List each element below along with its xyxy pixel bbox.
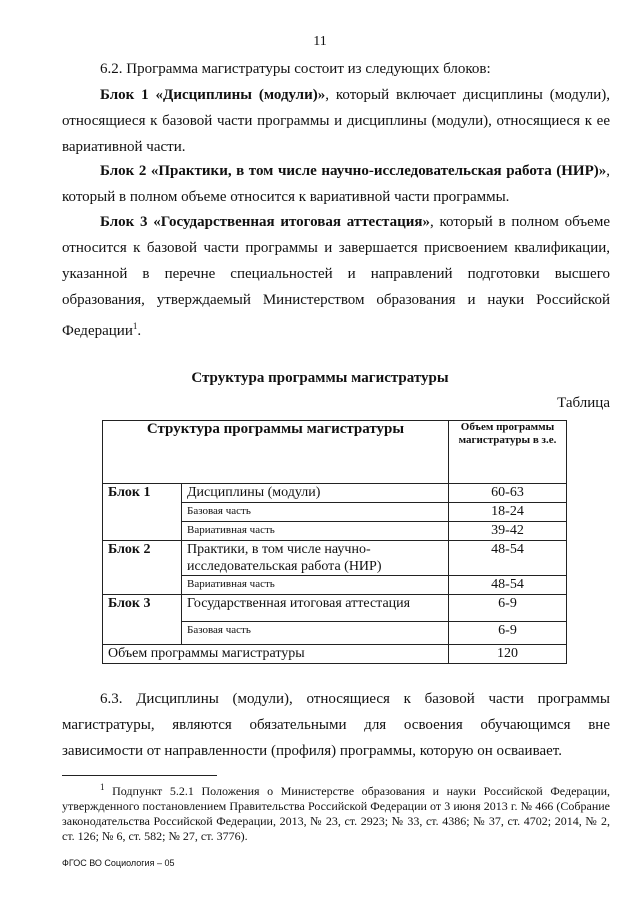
- row-value: 39-42: [449, 522, 567, 541]
- footnote-divider: [62, 775, 217, 776]
- table-label: Таблица: [557, 395, 610, 411]
- footnote-text: Подпункт 5.2.1 Положения о Министерстве образования и науки Российской Федерации, утвержденного постановлением Правительства Российской Федерации от 3 июня 2013 г. № 466 (Собрание законодательства Российской Федерации, 2013, № 23, ст. 2923; № 33, ст. 4386; № 37, ст. 4702; 2014, № 2, ст. 126; № 6, ст. 582; № 27, ст. 3776).: [62, 784, 611, 843]
- table-total-row: [103, 645, 567, 664]
- structure-table: [102, 420, 567, 664]
- table-row: [103, 595, 567, 622]
- header-structure: Структура программы магистратуры: [103, 421, 449, 484]
- row-label: Вариативная часть: [182, 576, 449, 595]
- block1-name: Блок 1: [103, 484, 182, 541]
- row-label: Практики, в том числе научно-исследовательская работа (НИР): [182, 541, 449, 576]
- row-label: Вариативная часть: [182, 522, 449, 541]
- section-6-2-intro: 6.2. Программа магистратуры состоит из следующих блоков:: [100, 61, 491, 77]
- block2-title: Блок 2 «Практики, в том числе научно-исследовательская работа (НИР)»: [100, 163, 607, 179]
- block3-text: , который в полном объеме относится к базовой части программы и завершается присвоением квалификации, указанной в перечне специальностей и направлений подготовки высшего образования, утверждаемый Министерством образования и науки Российской Федерации: [62, 214, 610, 339]
- table-row: [103, 484, 567, 503]
- total-label: Объем программы магистратуры: [103, 645, 449, 664]
- row-value: 60-63: [449, 484, 567, 503]
- row-label: Государственная итоговая аттестация: [182, 595, 449, 622]
- table-row: [103, 541, 567, 576]
- block1-paragraph: [62, 82, 610, 160]
- block1-text: , который включает дисциплины (модули), относящиеся к базовой части программы и дисциплины (модули), относящиеся к ее вариативной части.: [62, 87, 611, 155]
- total-value: 120: [449, 645, 567, 664]
- row-value: 6-9: [449, 622, 567, 645]
- header-volume: Объем программы магистратуры в з.е.: [449, 421, 567, 484]
- block3-name: Блок 3: [103, 595, 182, 645]
- table-title: Структура программы магистратуры: [191, 370, 449, 386]
- row-value: 48-54: [449, 541, 567, 576]
- row-label: Базовая часть: [182, 622, 449, 645]
- block2-name: Блок 2: [103, 541, 182, 595]
- block3-title: Блок 3 «Государственная итоговая аттестация»: [100, 214, 431, 230]
- footnote: [62, 780, 610, 844]
- block1-title: Блок 1 «Дисциплины (модули)»: [100, 87, 326, 103]
- row-value: 6-9: [449, 595, 567, 622]
- page-number: 11: [313, 34, 327, 49]
- row-label: Базовая часть: [182, 503, 449, 522]
- row-value: 48-54: [449, 576, 567, 595]
- table-header-row: [103, 421, 567, 484]
- footnote-ref: 1: [132, 321, 138, 331]
- block2-paragraph: [62, 158, 610, 210]
- block2-text: , который в полном объеме относится к вариативной части программы.: [62, 163, 610, 205]
- row-value: 18-24: [449, 503, 567, 522]
- block3-paragraph: Блок 3 «Государственная итоговая аттестация», который в полном объеме относится к базовой части программы и завершается присвоением квалификации, указанной в перечне специальностей и направлений подготовки высшего образования, утверждаемый Министерством образования и науки Российской Федерации$^1$.: [62, 214, 610, 339]
- footer: ФГОС ВО Социология – 05: [62, 858, 175, 868]
- row-label: Дисциплины (модули): [182, 484, 449, 503]
- section-6-3: 6.3. Дисциплины (модули), относящиеся к базовой части программы магистратуры, являются обязательными для освоения обучающимся вне зависимости от направленности (профиля) программы, которую он осваивает.: [62, 691, 610, 759]
- footnote-mark: 1: [100, 782, 105, 792]
